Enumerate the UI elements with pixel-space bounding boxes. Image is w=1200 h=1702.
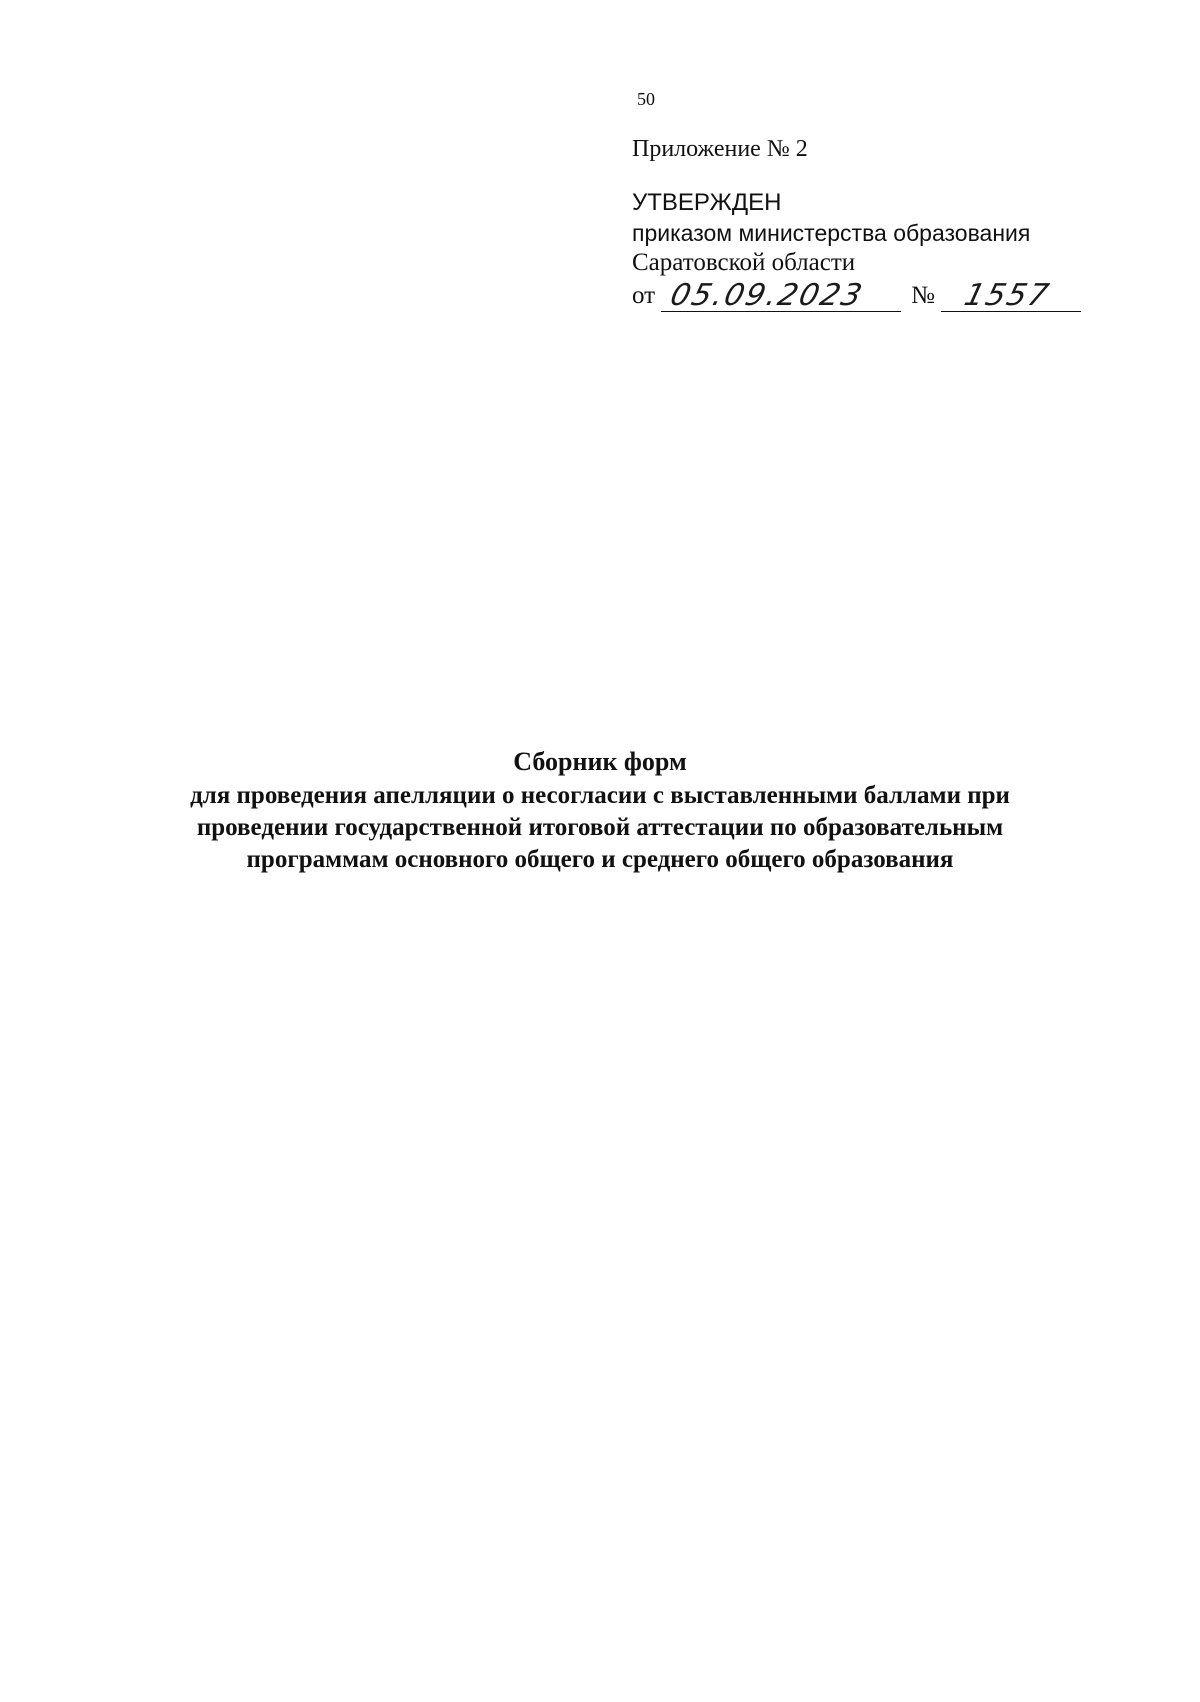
- document-title: Сборник форм: [513, 747, 687, 776]
- title-line-3: программам основного общего и среднего общего образования: [246, 846, 954, 873]
- date-field: [661, 278, 901, 313]
- approved-heading: УТВЕРЖДЕН: [632, 189, 782, 216]
- annex-label: Приложение № 2: [632, 136, 808, 162]
- number-label: №: [911, 282, 935, 309]
- handwritten-date: 05.09.2023: [666, 278, 868, 313]
- order-issuer-line: приказом министерства образования: [632, 220, 1031, 246]
- page-number: 50: [637, 89, 655, 109]
- from-label: от: [632, 282, 656, 309]
- title-line-2: проведении государственной итоговой аттестации по образовательным: [196, 814, 1004, 841]
- number-field: [941, 278, 1081, 313]
- handwritten-number: 1557: [960, 278, 1054, 313]
- title-line-1: для проведения апелляции о несогласии с выставленными баллами при: [190, 782, 1010, 809]
- document-title-block: [0, 746, 1200, 876]
- order-region-line: Саратовской области: [632, 249, 856, 276]
- approval-block: [632, 134, 1092, 312]
- order-date-number-row: [632, 280, 1092, 312]
